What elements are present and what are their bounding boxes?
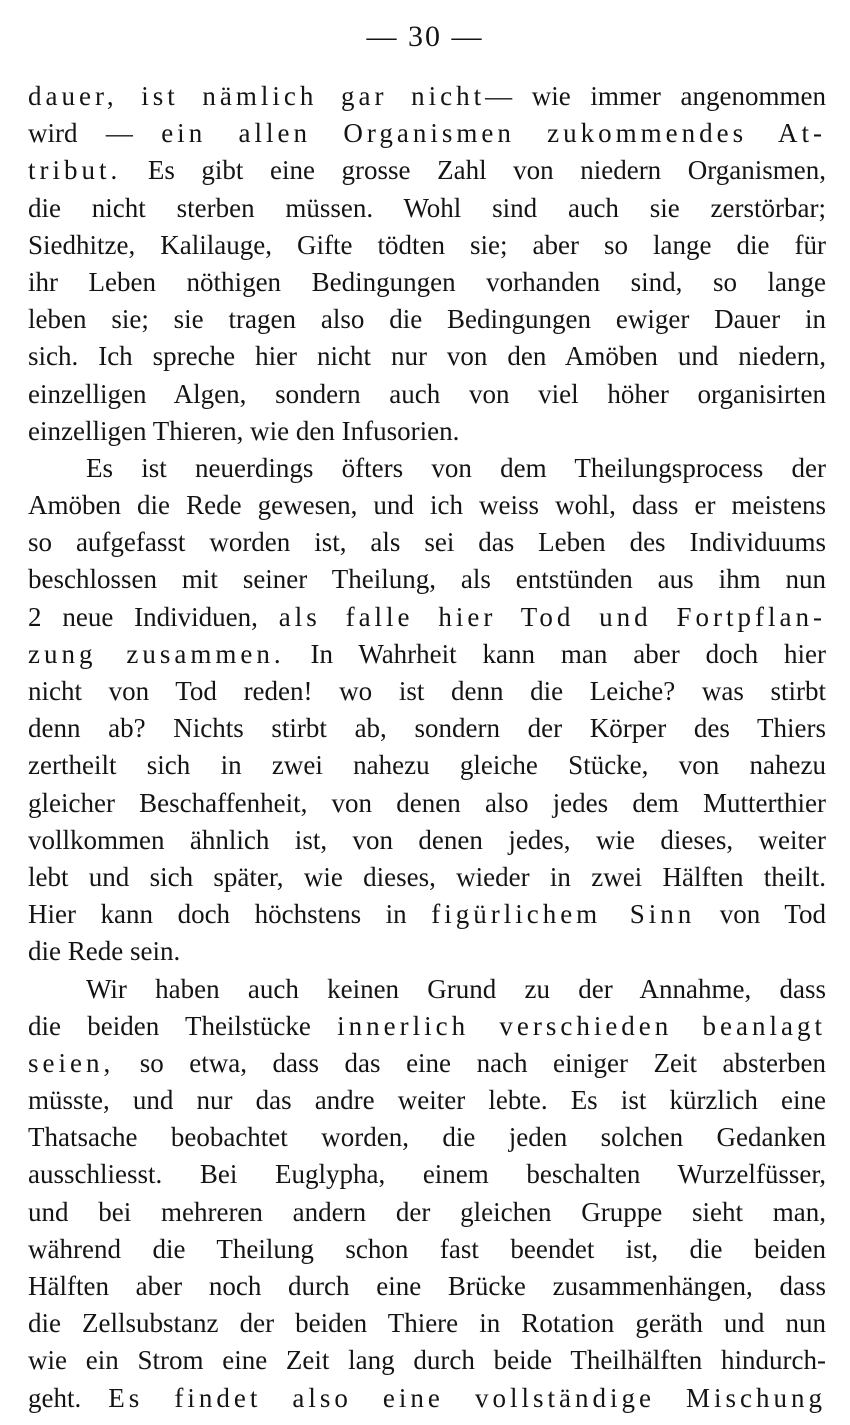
- text-line: [28, 78, 826, 115]
- text-line: [28, 338, 826, 375]
- text-segment: einzelligen Algen, sondern auch von viel höher organisirten: [28, 378, 826, 409]
- text-segment: Es gibt eine grosse Zahl von niedern Organismen,: [121, 155, 826, 186]
- page-number: — 30 —: [366, 20, 484, 53]
- text-line: [28, 636, 826, 673]
- spaced-emphasis-text: figürlichem Sinn: [431, 899, 696, 930]
- spaced-emphasis-text: als falle hier Tod und Fortpflan-: [278, 601, 826, 632]
- text-segment: während die Theilung schon fast beendet ist, die beiden: [28, 1233, 826, 1264]
- paragraph: [28, 450, 826, 971]
- text-segment: von Tod: [695, 899, 826, 930]
- text-segment: gleicher Beschaffenheit, von denen also jedes dem Mutterthier: [28, 787, 826, 818]
- text-segment: Amöben die Rede gewesen, und ich weiss wohl, dass er meistens: [28, 490, 826, 521]
- spaced-emphasis-text: seien,: [28, 1047, 115, 1078]
- text-segment: zertheilt sich in zwei nahezu gleiche Stücke, von nahezu: [28, 750, 826, 781]
- text-segment: ihr Leben nöthigen Bedingungen vorhanden sind, so lange: [28, 266, 826, 297]
- text-segment: müsste, und nur das andre weiter lebte. Es ist kürzlich eine: [28, 1085, 826, 1116]
- text-segment: wie ein Strom eine Zeit lang durch beide Theilhälften hindurch-: [28, 1345, 826, 1376]
- text-segment: geht.: [28, 1382, 109, 1413]
- text-segment: die Zellsubstanz der beiden Thiere in Rotation geräth und nun: [28, 1308, 826, 1339]
- spaced-emphasis-text: Es findet also eine vollständige Mischung: [108, 1382, 826, 1413]
- spaced-emphasis-text: zung zusammen.: [28, 638, 285, 669]
- text-segment: Hälften aber noch durch eine Brücke zusammenhängen, dass: [28, 1271, 826, 1301]
- text-line: [28, 822, 826, 859]
- text-segment: so aufgefasst worden ist, als sei das Leben des Individuums: [28, 527, 826, 558]
- text-segment: Wir haben auch keinen Grund zu der Annahme, dass: [86, 973, 826, 1004]
- text-line: [28, 524, 826, 561]
- text-line: [28, 1119, 826, 1156]
- text-segment: und bei mehreren andern der gleichen Gruppe sieht man,: [28, 1196, 826, 1227]
- text-segment: einzelligen Thieren, wie den Infusorien.: [28, 415, 460, 446]
- text-segment: leben sie; sie tragen also die Bedingungen ewiger Dauer in: [28, 304, 826, 335]
- text-line: [28, 450, 826, 487]
- text-line: [28, 1045, 826, 1082]
- text-line: [28, 1194, 826, 1231]
- text-line: [28, 971, 826, 1008]
- text-segment: die nicht sterben müssen. Wohl sind auch sie zerstörbar;: [28, 192, 826, 223]
- text-segment: 2 neue Individuen,: [28, 601, 279, 632]
- text-line: [28, 1156, 826, 1193]
- text-line: [28, 710, 826, 747]
- text-line: [28, 859, 826, 896]
- body-text: [28, 78, 826, 1417]
- spaced-emphasis-text: ein allen Organismen zukommendes At-: [161, 118, 826, 149]
- text-segment: vollkommen ähnlich ist, von denen jedes, wie dieses, weiter: [28, 824, 826, 855]
- text-segment: lebt und sich später, wie dieses, wieder in zwei Hälften theilt.: [28, 861, 826, 892]
- text-line: [28, 896, 826, 933]
- text-segment: so etwa, dass das eine nach einiger Zeit absterben: [114, 1047, 826, 1078]
- text-line: [28, 264, 826, 301]
- text-line: [28, 1305, 826, 1342]
- text-line: [28, 115, 826, 152]
- text-line: [28, 561, 826, 598]
- text-line: [28, 227, 826, 264]
- text-line: [28, 301, 826, 338]
- text-line: [28, 1231, 826, 1268]
- text-line: [28, 1268, 826, 1305]
- text-segment: beschlossen mit seiner Theilung, als entstünden aus ihm nun: [28, 564, 826, 595]
- text-segment: Es ist neuerdings öfters von dem Theilungsprocess der: [86, 452, 826, 483]
- text-segment: die beiden Theilstücke: [28, 1010, 338, 1041]
- text-segment: Siedhitze, Kalilauge, Gifte tödten sie; aber so lange die für: [28, 229, 826, 260]
- spaced-emphasis-text: innerlich verschieden beanlagt: [337, 1010, 826, 1041]
- text-segment: die Rede sein.: [28, 936, 181, 967]
- paragraph: [28, 971, 826, 1417]
- spaced-emphasis-text: dauer, ist nämlich gar nicht: [28, 81, 486, 111]
- text-line: [28, 413, 826, 450]
- text-line: [28, 673, 826, 710]
- text-segment: Hier kann doch höchstens in: [28, 899, 432, 930]
- text-line: [28, 1082, 826, 1119]
- text-segment: sich. Ich spreche hier nicht nur von den Amöben und niedern,: [28, 341, 826, 372]
- text-line: [28, 1008, 826, 1045]
- text-line: [28, 487, 826, 524]
- text-line: [28, 1342, 826, 1379]
- text-line: [28, 152, 826, 189]
- text-segment: In Wahrheit kann man aber doch hier: [284, 638, 826, 669]
- paragraph: [28, 78, 826, 450]
- text-segment: denn ab? Nichts stirbt ab, sondern der Körper des Thiers: [28, 713, 826, 744]
- text-line: [28, 1380, 826, 1417]
- text-line: [28, 933, 826, 970]
- text-segment: wird —: [28, 118, 162, 149]
- text-segment: Thatsache beobachtet worden, die jeden solchen Gedanken: [28, 1122, 826, 1153]
- text-line: [28, 190, 826, 227]
- text-segment: nicht von Tod reden! wo ist denn die Leiche? was stirbt: [28, 676, 826, 706]
- text-segment: ausschliesst. Bei Euglypha, einem beschalten Wurzelfüsser,: [28, 1159, 826, 1190]
- text-line: [28, 599, 826, 636]
- text-line: [28, 376, 826, 413]
- text-line: [28, 747, 826, 784]
- text-line: [28, 785, 826, 822]
- text-segment: — wie immer angenommen: [485, 81, 827, 111]
- spaced-emphasis-text: tribut.: [28, 155, 122, 186]
